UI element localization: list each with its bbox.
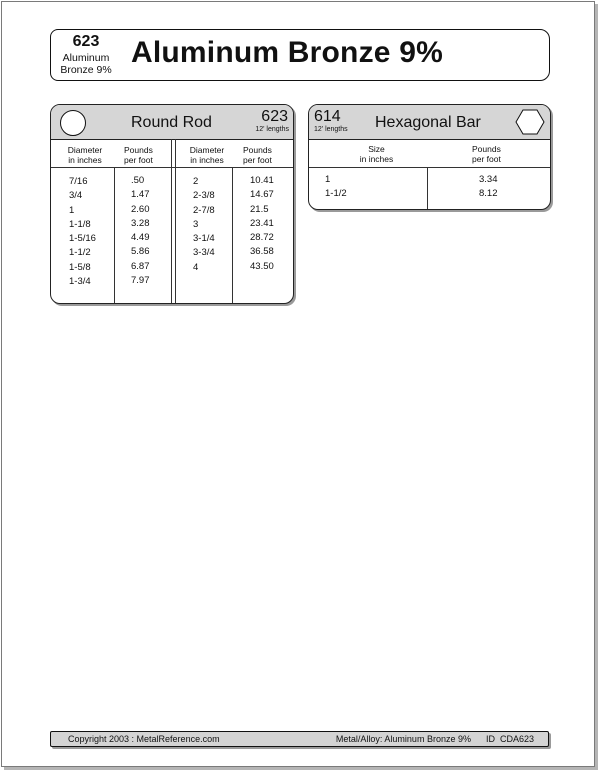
- hex-bar-panel: [308, 104, 551, 210]
- diameter-cell: 2-7/8: [193, 204, 215, 216]
- footer-alloy-id: Metal/Alloy: Aluminum Bronze 9% ID CDA623: [335, 734, 534, 744]
- round-rod-panel: [50, 104, 294, 304]
- col-header-pounds: [472, 144, 501, 164]
- hex-bar-lengths: 12' lengths: [314, 126, 348, 133]
- size-cell: 1: [325, 174, 331, 185]
- header-subtitle-line2: Bronze 9%: [60, 64, 112, 76]
- hex-bar-header: [309, 105, 550, 140]
- diameter-cell: 3-3/4: [193, 247, 215, 259]
- weight-cell: 7.97: [131, 275, 150, 287]
- footer-bar: [50, 731, 549, 747]
- weight-cell: 28.72: [250, 232, 274, 244]
- weight-cell: 8.12: [479, 188, 498, 200]
- col-header-text: Pounds: [243, 145, 272, 155]
- round-rod-title: Round Rod: [131, 114, 212, 131]
- col-header-pounds-right: [243, 145, 272, 165]
- table-row: [69, 175, 96, 289]
- weight-cell: 36.58: [250, 246, 274, 258]
- table-row: [325, 173, 347, 202]
- round-rod-code: 623: [261, 108, 288, 125]
- weight-cell: 4.49: [131, 232, 150, 244]
- table-row: [193, 175, 215, 275]
- header-rule: [51, 167, 293, 168]
- col-header-text: Pounds: [124, 145, 153, 155]
- col-header-text: per foot: [124, 155, 153, 165]
- weight-cell: 10.41: [250, 175, 274, 186]
- diameter-cell: 2: [193, 176, 199, 187]
- hex-bar-title: Hexagonal Bar: [375, 114, 481, 131]
- weight-cell: 3.28: [131, 217, 150, 229]
- col-header-text: Size: [368, 144, 385, 154]
- column-divider: [427, 167, 428, 209]
- header-subtitle: [55, 52, 117, 76]
- weight-cell: 5.86: [131, 246, 150, 258]
- diameter-cell: 3/4: [69, 190, 83, 202]
- diameter-cell: 7/16: [69, 176, 88, 187]
- header-box: [50, 29, 550, 81]
- header-subtitle-line1: Aluminum: [62, 52, 110, 64]
- weight-cell: 43.50: [250, 260, 274, 272]
- diameter-cell: 2-3/8: [193, 190, 215, 202]
- table-row: [479, 173, 498, 202]
- weight-cell: 23.41: [250, 217, 274, 229]
- table-row: [250, 174, 274, 274]
- col-header-text: per foot: [243, 155, 272, 165]
- diameter-cell: 1: [69, 204, 75, 216]
- col-header-text: in inches: [68, 155, 102, 165]
- diameter-cell: 3-1/4: [193, 233, 215, 245]
- diameter-cell: 4: [193, 261, 199, 273]
- weight-cell: 14.67: [250, 189, 274, 201]
- round-rod-header: [51, 105, 293, 140]
- col-header-size: [329, 144, 424, 164]
- col-header-diameter-left: [57, 145, 113, 165]
- weight-cell: 3.34: [479, 174, 498, 185]
- weight-cell: 6.87: [131, 260, 150, 272]
- round-rod-lengths: 12' lengths: [255, 126, 289, 133]
- col-header-text: per foot: [472, 154, 501, 164]
- weight-cell: 21.5: [250, 203, 269, 215]
- col-header-text: Diameter: [189, 145, 225, 155]
- column-divider: [171, 139, 172, 303]
- page-title: Aluminum Bronze 9%: [131, 36, 443, 69]
- col-header-text: in inches: [359, 154, 394, 164]
- column-divider: [175, 139, 176, 303]
- diameter-cell: 1-5/8: [69, 261, 91, 273]
- diameter-cell: 3: [193, 218, 199, 230]
- diameter-cell: 1-3/4: [69, 276, 91, 288]
- diameter-cell: 1-5/16: [69, 233, 96, 245]
- col-header-pounds-left: [124, 145, 153, 165]
- col-header-text: in inches: [190, 155, 224, 165]
- col-header-text: Diameter: [67, 145, 103, 155]
- header-rule: [309, 167, 550, 168]
- col-header-diameter-right: [179, 145, 235, 165]
- table-row: [131, 174, 150, 288]
- weight-cell: 1.47: [131, 189, 150, 201]
- col-header-text: Pounds: [472, 144, 501, 154]
- hexagon-icon: [515, 109, 545, 135]
- diameter-cell: 1-1/2: [69, 247, 91, 259]
- column-divider: [114, 167, 115, 303]
- size-cell: 1-1/2: [325, 188, 347, 200]
- header-code: 623: [72, 33, 100, 50]
- circle-icon: [60, 110, 86, 136]
- footer-copyright: Copyright 2003 : MetalReference.com: [68, 734, 220, 744]
- weight-cell: .50: [131, 175, 145, 186]
- column-divider: [232, 167, 233, 303]
- diameter-cell: 1-1/8: [69, 218, 91, 230]
- weight-cell: 2.60: [131, 203, 150, 215]
- hex-bar-code: 614: [314, 108, 341, 125]
